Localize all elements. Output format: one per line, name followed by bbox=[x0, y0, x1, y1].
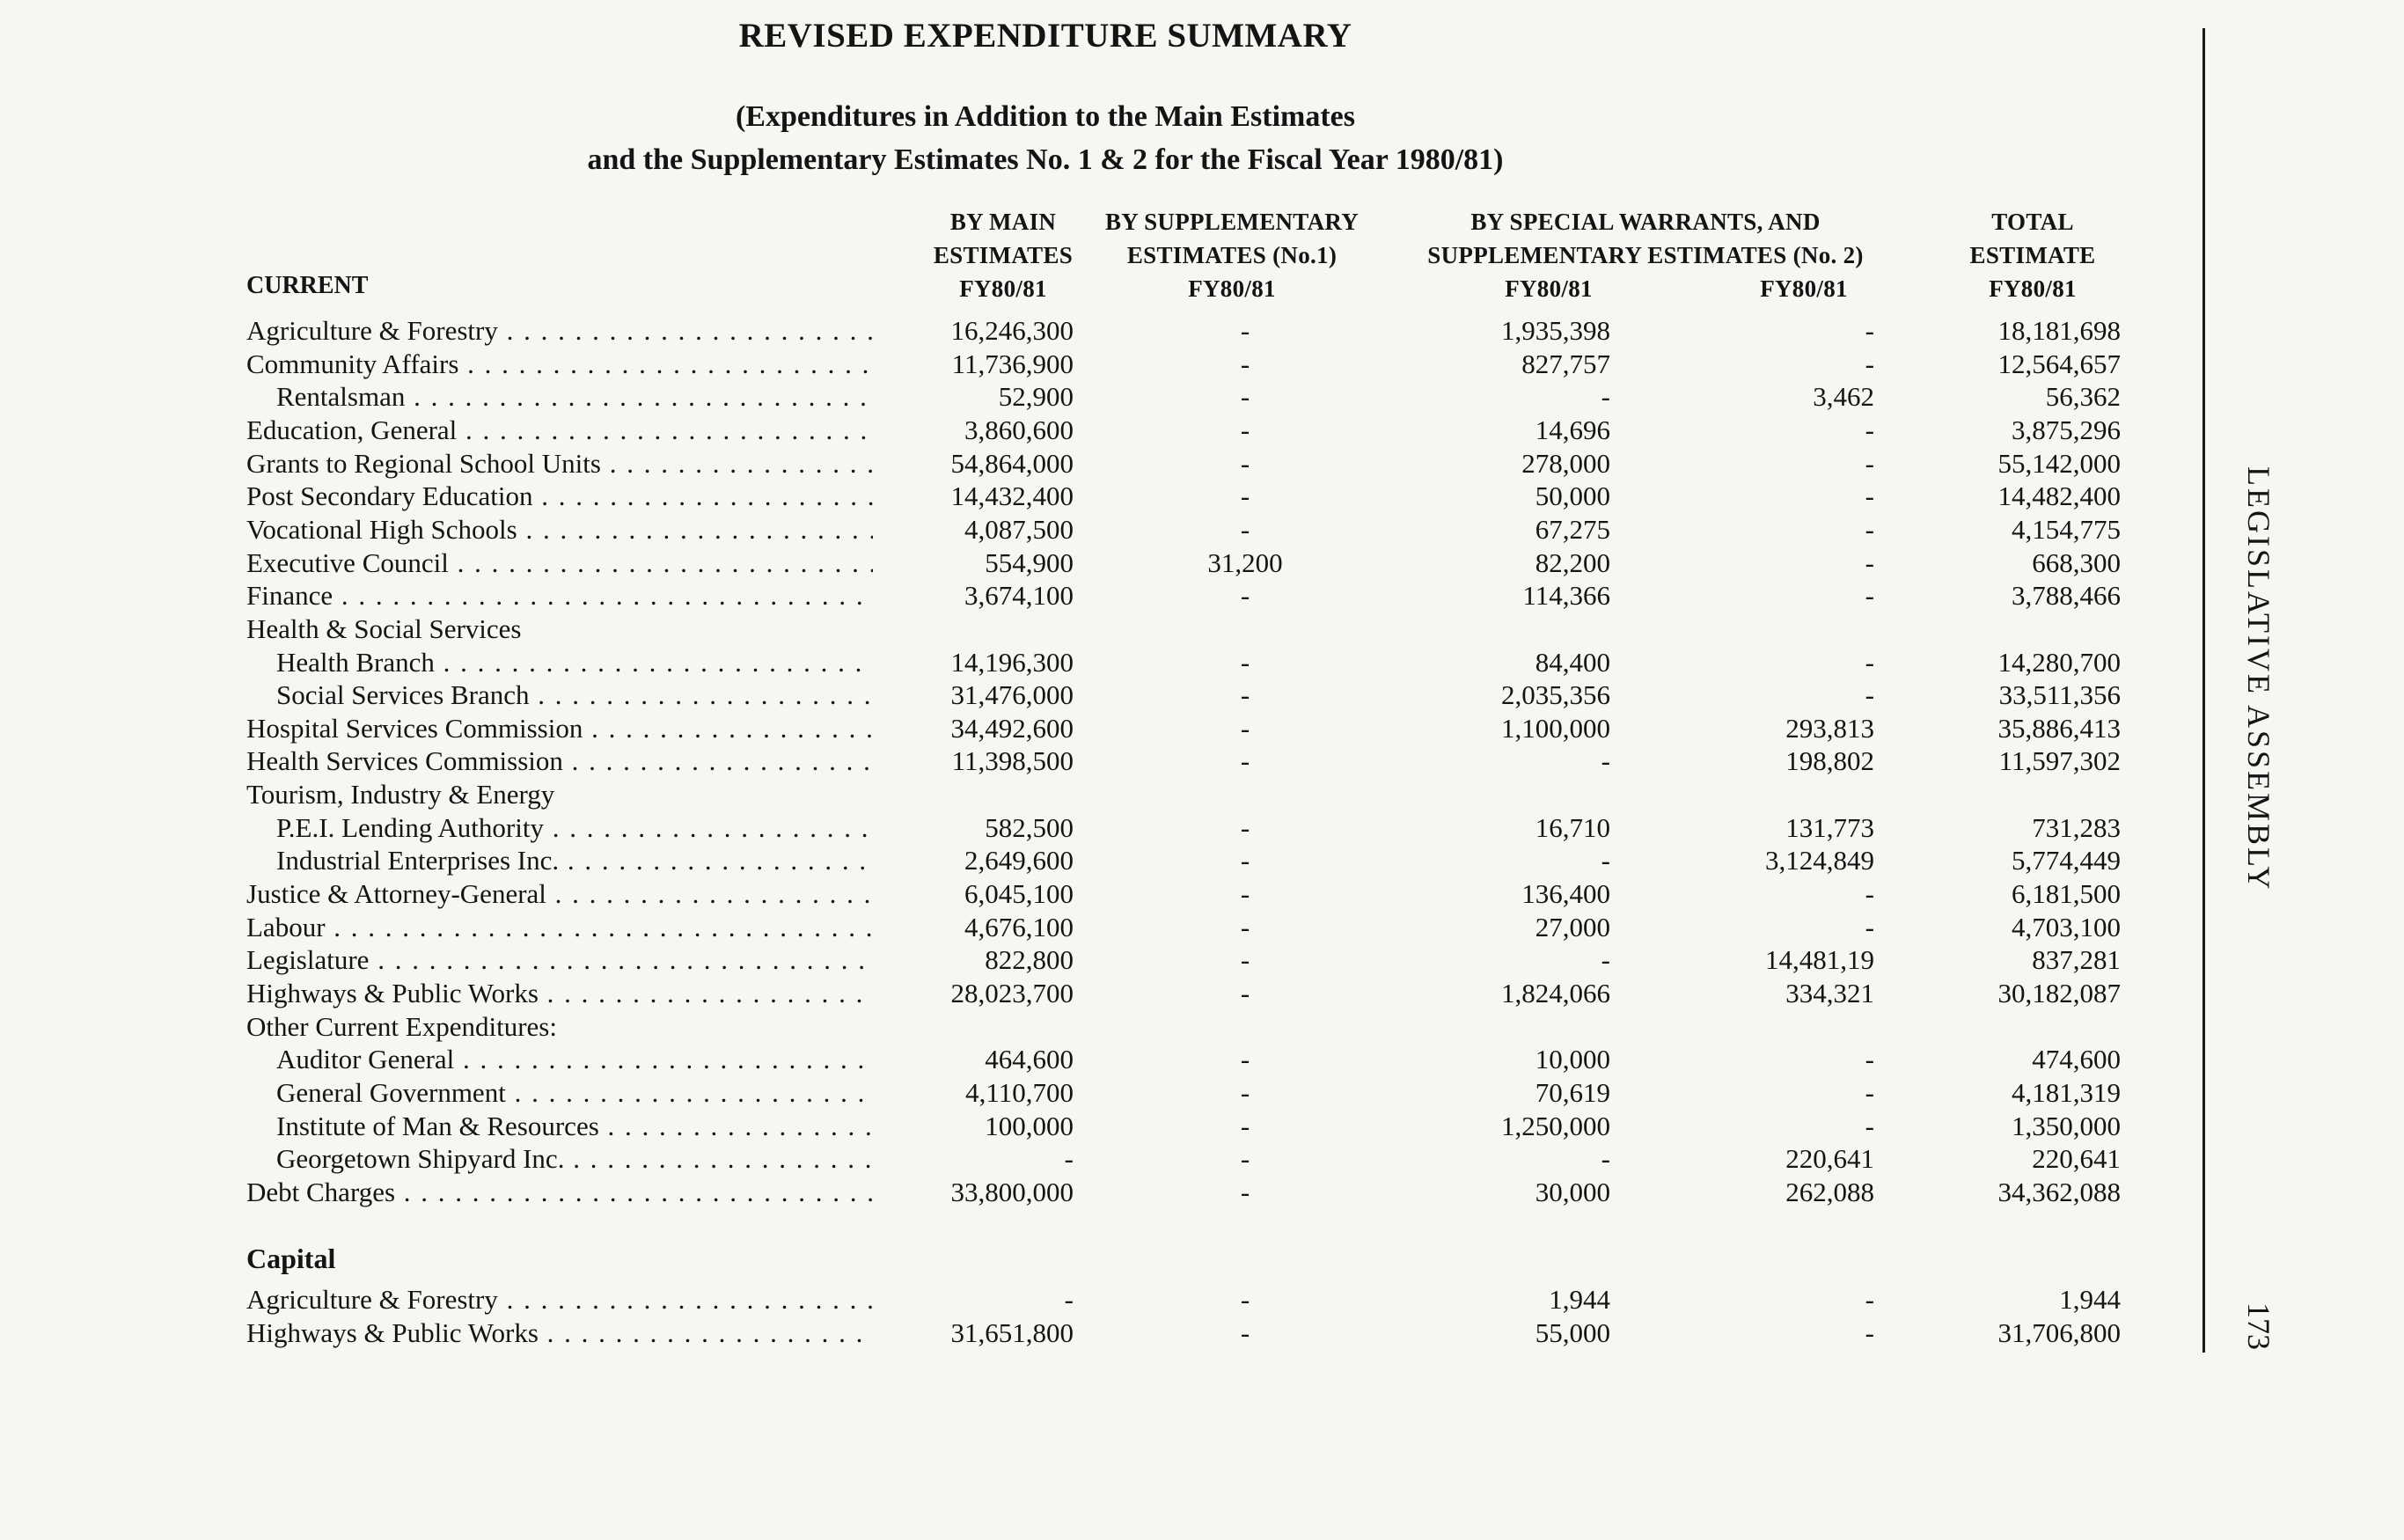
main-estimate-cell: 100,000 bbox=[985, 1110, 1074, 1141]
total-estimate-cell: 3,875,296 bbox=[2012, 414, 2121, 445]
total-estimate-cell: 220,641 bbox=[2032, 1143, 2121, 1175]
special-warrant-cell: - bbox=[1601, 845, 1610, 876]
supplementary-1-cell: - bbox=[1240, 712, 1250, 744]
special-warrant-cell: 1,100,000 bbox=[1501, 712, 1610, 744]
table-row bbox=[0, 348, 2200, 381]
table-row bbox=[0, 447, 2200, 480]
table-row bbox=[0, 844, 2200, 877]
special-warrant-cell: 136,400 bbox=[1521, 878, 1610, 910]
supplementary-1-cell: - bbox=[1240, 414, 1250, 445]
total-estimate-cell: 12,564,657 bbox=[1997, 348, 2121, 379]
supplementary-1-cell: - bbox=[1240, 1284, 1250, 1315]
column-header-total-estimate: TOTAL ESTIMATE FY80/81 bbox=[1969, 209, 2096, 302]
supplementary-2-cell: 3,462 bbox=[1813, 381, 1874, 413]
supplementary-1-cell: - bbox=[1240, 1076, 1250, 1108]
supplementary-2-cell: - bbox=[1865, 414, 1874, 445]
supplementary-2-cell: - bbox=[1865, 1317, 1874, 1348]
main-estimate-cell: 464,600 bbox=[985, 1044, 1074, 1075]
main-estimate-cell: 2,649,600 bbox=[964, 845, 1074, 876]
supplementary-2-cell: - bbox=[1865, 480, 1874, 512]
special-warrant-cell: 114,366 bbox=[1522, 580, 1610, 612]
table-row bbox=[0, 1110, 2200, 1143]
main-estimate-cell: 11,736,900 bbox=[951, 348, 1074, 379]
row-label: Highways & Public Works . . . bbox=[246, 1316, 873, 1350]
supplementary-1-cell: - bbox=[1240, 348, 1250, 379]
total-estimate-cell: 6,181,500 bbox=[2012, 878, 2121, 910]
special-warrant-cell: 50,000 bbox=[1535, 480, 1610, 512]
row-label: Agriculture & Forestry . . . bbox=[246, 1283, 873, 1316]
special-warrant-cell: 30,000 bbox=[1535, 1176, 1610, 1207]
table-row bbox=[0, 1043, 2200, 1076]
total-estimate-cell: 731,283 bbox=[2032, 811, 2121, 843]
supplementary-1-cell: - bbox=[1240, 315, 1250, 346]
supplementary-1-cell: - bbox=[1240, 845, 1250, 876]
supplementary-2-cell: 220,641 bbox=[1785, 1143, 1874, 1175]
column-header-supplementary-1: BY SUPPLEMENTARY ESTIMATES (No.1) FY80/81 bbox=[1104, 209, 1360, 302]
row-label: Social Services Branch . . . bbox=[276, 678, 873, 712]
special-warrant-cell: 16,710 bbox=[1535, 811, 1610, 843]
table-row bbox=[0, 977, 2200, 1010]
row-label: Grants to Regional School Units . . . bbox=[246, 447, 873, 480]
total-estimate-cell: 837,281 bbox=[2032, 944, 2121, 976]
row-label: Health Services Commission . . . bbox=[246, 744, 873, 778]
supplementary-1-cell: - bbox=[1240, 911, 1250, 942]
main-estimate-cell: 582,500 bbox=[985, 811, 1074, 843]
main-estimate-cell: 4,676,100 bbox=[964, 911, 1074, 942]
supplementary-1-cell: - bbox=[1240, 447, 1250, 479]
main-estimate-cell: 4,110,700 bbox=[965, 1076, 1074, 1108]
total-estimate-cell: 474,600 bbox=[2032, 1044, 2121, 1075]
total-estimate-cell: 14,280,700 bbox=[1997, 646, 2121, 678]
table-row bbox=[0, 1283, 2200, 1316]
table-row bbox=[0, 744, 2200, 778]
row-label: General Government . . . bbox=[276, 1076, 873, 1110]
main-estimate-cell: 16,246,300 bbox=[950, 315, 1074, 346]
total-estimate-cell: 33,511,356 bbox=[1998, 679, 2121, 711]
supplementary-1-cell: - bbox=[1240, 811, 1250, 843]
page-number-text: 173 bbox=[2241, 1302, 2276, 1350]
supplementary-1-cell: - bbox=[1240, 646, 1250, 678]
special-warrant-cell: - bbox=[1601, 381, 1610, 413]
special-warrant-cell: 27,000 bbox=[1535, 911, 1610, 942]
total-estimate-cell: 5,774,449 bbox=[2012, 845, 2121, 876]
supplementary-1-cell: - bbox=[1240, 480, 1250, 512]
supplementary-2-cell: - bbox=[1865, 911, 1874, 942]
table-row bbox=[0, 778, 2200, 811]
total-estimate-cell: 30,182,087 bbox=[1997, 978, 2121, 1008]
row-label: Labour . . . bbox=[246, 911, 873, 944]
supplementary-1-cell: - bbox=[1240, 513, 1250, 545]
main-estimate-cell: 31,651,800 bbox=[950, 1317, 1074, 1348]
supplementary-2-cell: 14,481,19 bbox=[1765, 944, 1874, 976]
special-warrant-cell: - bbox=[1601, 1143, 1610, 1175]
supplementary-1-cell: - bbox=[1240, 580, 1250, 612]
row-label: Community Affairs . . . bbox=[246, 348, 873, 381]
supplementary-2-cell: - bbox=[1865, 315, 1874, 346]
table-row bbox=[0, 1176, 2200, 1209]
subtitle-line-1: (Expenditures in Addition to the Main Estimates bbox=[735, 100, 1355, 133]
subtitle-line-2: and the Supplementary Estimates No. 1 & 2 for the Fiscal Year 1980/81) bbox=[587, 143, 1504, 176]
table-row bbox=[0, 1010, 2200, 1044]
special-warrant-cell: 1,250,000 bbox=[1501, 1110, 1610, 1141]
main-estimate-cell: 31,476,000 bbox=[950, 679, 1074, 711]
total-estimate-cell: 56,362 bbox=[2045, 381, 2121, 413]
supplementary-2-cell: - bbox=[1865, 546, 1874, 578]
row-label: Auditor General . . . bbox=[276, 1043, 873, 1076]
table-row bbox=[0, 546, 2200, 580]
margin-rule bbox=[2202, 28, 2205, 1353]
supplementary-1-cell: - bbox=[1240, 1143, 1250, 1175]
row-label: P.E.I. Lending Authority . . . bbox=[276, 811, 873, 845]
supplementary-2-cell: - bbox=[1865, 513, 1874, 545]
row-label: Post Secondary Education . . . bbox=[246, 480, 873, 513]
special-warrant-cell: 278,000 bbox=[1521, 447, 1610, 479]
row-label: Vocational High Schools . . . bbox=[246, 513, 873, 546]
total-estimate-cell: 34,362,088 bbox=[1997, 1176, 2121, 1207]
table-row bbox=[0, 877, 2200, 911]
main-estimate-cell: 822,800 bbox=[985, 944, 1074, 976]
table-row bbox=[0, 513, 2200, 546]
table-row bbox=[0, 1316, 2200, 1350]
table-row bbox=[0, 1142, 2200, 1176]
supplementary-1-cell: - bbox=[1240, 1110, 1250, 1141]
row-label: Debt Charges . . . bbox=[246, 1176, 873, 1209]
supplementary-1-cell: - bbox=[1240, 878, 1250, 910]
total-estimate-cell: 14,482,400 bbox=[1997, 480, 2121, 512]
column-header-main-estimates: BY MAIN ESTIMATES FY80/81 bbox=[933, 209, 1074, 302]
table-row bbox=[0, 380, 2200, 414]
supplementary-2-cell: - bbox=[1865, 878, 1874, 910]
main-estimate-cell: 3,860,600 bbox=[964, 414, 1074, 445]
special-warrant-cell: 2,035,356 bbox=[1501, 679, 1610, 711]
table-row bbox=[0, 678, 2200, 712]
total-estimate-cell: 18,181,698 bbox=[1997, 315, 2121, 346]
page-title: REVISED EXPENDITURE SUMMARY bbox=[738, 17, 1352, 55]
section-heading-capital: Capital bbox=[246, 1243, 336, 1274]
main-estimate-cell: 6,045,100 bbox=[964, 878, 1074, 910]
row-label: Institute of Man & Resources . . . bbox=[276, 1110, 873, 1143]
table-row bbox=[0, 414, 2200, 447]
special-warrant-cell: 84,400 bbox=[1535, 646, 1610, 678]
supplementary-1-cell: - bbox=[1240, 944, 1250, 976]
page-number bbox=[2242, 1302, 2277, 1373]
main-estimate-cell: 28,023,700 bbox=[950, 978, 1074, 1008]
special-warrant-cell: 70,619 bbox=[1535, 1076, 1610, 1108]
main-estimate-cell: 4,087,500 bbox=[964, 513, 1074, 545]
special-warrant-cell: 1,824,066 bbox=[1501, 978, 1610, 1008]
table-row bbox=[0, 314, 2200, 348]
supplementary-2-cell: 262,088 bbox=[1785, 1176, 1874, 1207]
supplementary-2-cell: - bbox=[1865, 348, 1874, 379]
main-estimate-cell: 554,900 bbox=[985, 546, 1074, 578]
row-label: Georgetown Shipyard Inc. . . . bbox=[276, 1142, 873, 1176]
supplementary-2-cell: - bbox=[1865, 1284, 1874, 1315]
main-estimate-cell: 54,864,000 bbox=[950, 447, 1074, 479]
special-warrant-cell: 14,696 bbox=[1535, 414, 1610, 445]
row-label: Tourism, Industry & Energy bbox=[246, 779, 555, 810]
total-estimate-cell: 35,886,413 bbox=[1997, 712, 2121, 744]
table-row bbox=[0, 579, 2200, 612]
side-running-head bbox=[2242, 466, 2277, 924]
main-estimate-cell: - bbox=[1064, 1143, 1074, 1175]
total-estimate-cell: 11,597,302 bbox=[1998, 745, 2121, 777]
table-row bbox=[0, 712, 2200, 745]
total-estimate-cell: 1,350,000 bbox=[2012, 1110, 2121, 1141]
supplementary-2-cell: - bbox=[1865, 1044, 1874, 1075]
table-row bbox=[0, 811, 2200, 845]
row-label: Executive Council . . . bbox=[246, 546, 873, 580]
total-estimate-cell: 55,142,000 bbox=[1997, 447, 2121, 479]
running-head-text: LEGISLATIVE ASSEMBLY bbox=[2241, 466, 2276, 892]
total-estimate-cell: 4,154,775 bbox=[2012, 513, 2121, 545]
row-label: Rentalsman . . . bbox=[276, 380, 873, 414]
supplementary-2-cell: - bbox=[1865, 646, 1874, 678]
supplementary-1-cell: 31,200 bbox=[1207, 546, 1283, 578]
main-estimate-cell: - bbox=[1064, 1284, 1074, 1315]
table-row bbox=[0, 1076, 2200, 1110]
main-estimate-cell: 3,674,100 bbox=[964, 580, 1074, 612]
main-estimate-cell: 14,432,400 bbox=[950, 480, 1074, 512]
total-estimate-cell: 668,300 bbox=[2032, 546, 2121, 578]
supplementary-2-cell: 3,124,849 bbox=[1765, 845, 1874, 876]
main-estimate-cell: 14,196,300 bbox=[950, 646, 1074, 678]
supplementary-2-cell: - bbox=[1865, 679, 1874, 711]
table-row bbox=[0, 480, 2200, 513]
supplementary-2-cell: 293,813 bbox=[1785, 712, 1874, 744]
row-label: Industrial Enterprises Inc. . . . bbox=[276, 844, 873, 877]
table-row bbox=[0, 646, 2200, 679]
column-header-special-warrants: BY SPECIAL WARRANTS, AND SUPPLEMENTARY ESTIMATES (No. 2) bbox=[1427, 209, 1864, 268]
row-label: Other Current Expenditures: bbox=[246, 1010, 557, 1042]
table-row bbox=[0, 612, 2200, 646]
special-warrant-cell: - bbox=[1601, 745, 1610, 777]
special-warrant-cell: 10,000 bbox=[1535, 1044, 1610, 1075]
supplementary-1-cell: - bbox=[1240, 381, 1250, 413]
row-label: Hospital Services Commission . . . bbox=[246, 712, 873, 745]
main-estimate-cell: 33,800,000 bbox=[950, 1176, 1074, 1207]
column-header-supp2-fy: FY80/81 bbox=[1760, 275, 1848, 302]
row-label: Health Branch . . . bbox=[276, 646, 873, 679]
special-warrant-cell: 82,200 bbox=[1535, 546, 1610, 578]
supplementary-2-cell: 198,802 bbox=[1785, 745, 1874, 777]
supplementary-2-cell: - bbox=[1865, 1110, 1874, 1141]
supplementary-1-cell: - bbox=[1240, 745, 1250, 777]
special-warrant-cell: - bbox=[1601, 944, 1610, 976]
total-estimate-cell: 4,181,319 bbox=[2012, 1076, 2121, 1108]
special-warrant-cell: 1,935,398 bbox=[1501, 315, 1610, 346]
supplementary-2-cell: 131,773 bbox=[1785, 811, 1874, 843]
special-warrant-cell: 827,757 bbox=[1521, 348, 1610, 379]
special-warrant-cell: 67,275 bbox=[1535, 513, 1610, 545]
supplementary-2-cell: 334,321 bbox=[1785, 978, 1874, 1008]
table-row bbox=[0, 943, 2200, 977]
total-estimate-cell: 1,944 bbox=[2059, 1284, 2121, 1315]
main-estimate-cell: 34,492,600 bbox=[950, 712, 1074, 744]
row-label: Finance . . . bbox=[246, 579, 873, 612]
supplementary-1-cell: - bbox=[1240, 1176, 1250, 1207]
main-estimate-cell: 11,398,500 bbox=[951, 745, 1074, 777]
section-heading-current: CURRENT bbox=[246, 272, 369, 299]
special-warrant-cell: 1,944 bbox=[1549, 1284, 1610, 1315]
supplementary-1-cell: - bbox=[1240, 679, 1250, 711]
main-estimate-cell: 52,900 bbox=[998, 381, 1074, 413]
page-subtitle bbox=[0, 95, 2233, 181]
supplementary-2-cell: - bbox=[1865, 580, 1874, 612]
special-warrant-cell: 55,000 bbox=[1535, 1317, 1610, 1348]
supplementary-1-cell: - bbox=[1240, 1317, 1250, 1348]
total-estimate-cell: 3,788,466 bbox=[2012, 580, 2121, 612]
total-estimate-cell: 4,703,100 bbox=[2012, 911, 2121, 942]
row-label: Justice & Attorney-General . . . bbox=[246, 877, 873, 911]
supplementary-1-cell: - bbox=[1240, 978, 1250, 1008]
column-header-special-fy: FY80/81 bbox=[1505, 275, 1593, 302]
supplementary-1-cell: - bbox=[1240, 1044, 1250, 1075]
supplementary-2-cell: - bbox=[1865, 447, 1874, 479]
table-row bbox=[0, 911, 2200, 944]
row-label: Highways & Public Works . . . bbox=[246, 977, 873, 1010]
row-label: Education, General . . . bbox=[246, 414, 873, 447]
total-estimate-cell: 31,706,800 bbox=[1997, 1317, 2121, 1348]
row-label: Health & Social Services bbox=[246, 612, 522, 644]
row-label: Legislature . . . bbox=[246, 943, 873, 977]
row-label: Agriculture & Forestry . . . bbox=[246, 314, 873, 348]
supplementary-2-cell: - bbox=[1865, 1076, 1874, 1108]
